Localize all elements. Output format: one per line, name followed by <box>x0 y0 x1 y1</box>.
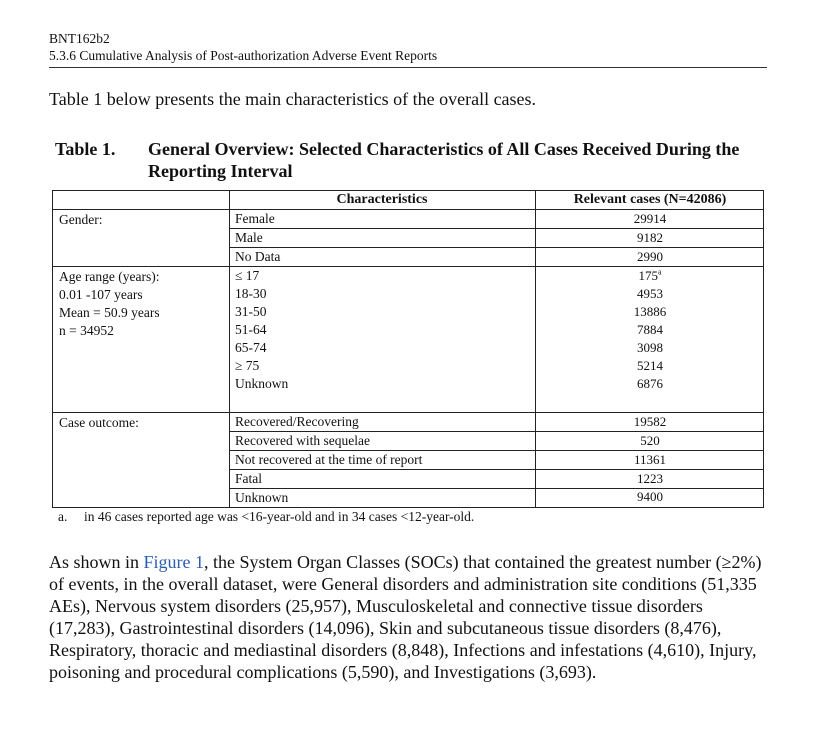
table-cell-category: Female <box>235 211 275 226</box>
age-sample-size: n = 34952 <box>59 323 114 338</box>
figure-1-link[interactable]: Figure 1 <box>143 552 205 572</box>
table-cell-category: Unknown <box>235 490 289 505</box>
column-divider <box>229 191 230 507</box>
table-cell-value <box>535 267 765 285</box>
table-cell-category: 31-50 <box>235 304 267 319</box>
table-cell-value: 13886 <box>633 304 667 319</box>
table-cell-value: 520 <box>640 433 660 448</box>
table-caption-label: Table 1. <box>55 139 116 159</box>
footnote-letter: a. <box>58 509 68 524</box>
table-cell-category: Recovered with sequelae <box>235 433 370 448</box>
table-cell-category: ≤ 17 <box>235 268 260 283</box>
table-cell-value: 9182 <box>637 230 663 245</box>
paragraph-lead: As shown in <box>49 552 144 572</box>
table-cell-category: 65-74 <box>235 340 267 355</box>
table-cell-value: 4953 <box>637 286 663 301</box>
table-cell-category: Recovered/Recovering <box>235 414 359 429</box>
section-heading: 5.3.6 Cumulative Analysis of Post-authorization Adverse Event Reports <box>49 48 438 63</box>
column-header-characteristics: Characteristics <box>336 192 428 207</box>
case-outcome-label: Case outcome: <box>59 415 139 430</box>
footnote-marker: a <box>657 267 662 277</box>
table-cell-value: 2990 <box>637 249 663 264</box>
table-cell-value: 9400 <box>637 489 663 504</box>
table-cell-category: 51-64 <box>235 322 267 337</box>
body-paragraph <box>49 551 769 683</box>
column-header-relevant-cases: Relevant cases (N=42086) <box>573 192 727 207</box>
table-cell-value: 5214 <box>637 358 663 373</box>
table-cell-value: 6876 <box>637 376 663 391</box>
table-cell-value: 19582 <box>633 414 667 429</box>
footnote-text: in 46 cases reported age was <16-year-old and in 34 cases <12-year-old. <box>84 509 475 524</box>
table-cell-category: Fatal <box>235 471 262 486</box>
value-text: 175 <box>638 268 658 283</box>
age-range-label: Age range (years): <box>59 269 160 284</box>
table-cell-value: 11361 <box>633 452 667 467</box>
table-cell-value: 7884 <box>637 322 663 337</box>
paragraph-body: , the System Organ Classes (SOCs) that contained the greatest number (≥2%) of events, in the overall dataset, were General disorders and administration site conditions (51,335 AEs), Nervous system disorders (25,957), Musculoskeletal and connective tissue disorders (17,283), Gastrointestinal disorders (14,096), Skin and subcutaneous tissue disorders (8,476), Respiratory, thoracic and mediastinal disorders (8,848), Infections and infestations (4,610), Injury, poisoning and procedural complications (5,590), and Investigations (3,693). <box>49 552 762 682</box>
table-cell-value: 1223 <box>637 471 663 486</box>
intro-text: Table 1 below presents the main characteristics of the overall cases. <box>49 89 537 109</box>
table-cell-category: No Data <box>235 249 281 264</box>
table-cell-category: Not recovered at the time of report <box>235 452 423 467</box>
header-rule <box>49 67 767 68</box>
characteristics-table <box>52 190 764 508</box>
table-cell-category: Unknown <box>235 376 289 391</box>
table-footnote <box>58 508 474 526</box>
age-range-extent: 0.01 -107 years <box>59 287 143 302</box>
table-cell-category: Male <box>235 230 263 245</box>
table-cell-category: 18-30 <box>235 286 267 301</box>
gender-label: Gender: <box>59 212 103 227</box>
table-cell-category: ≥ 75 <box>235 358 260 373</box>
age-mean: Mean = 50.9 years <box>59 305 160 320</box>
table-cell-value: 3098 <box>637 340 663 355</box>
table-cell-value: 29914 <box>633 211 667 226</box>
document-id: BNT162b2 <box>49 31 110 46</box>
table-caption-title: General Overview: Selected Characteristics of All Cases Received During the Reporting Interval <box>148 139 740 181</box>
